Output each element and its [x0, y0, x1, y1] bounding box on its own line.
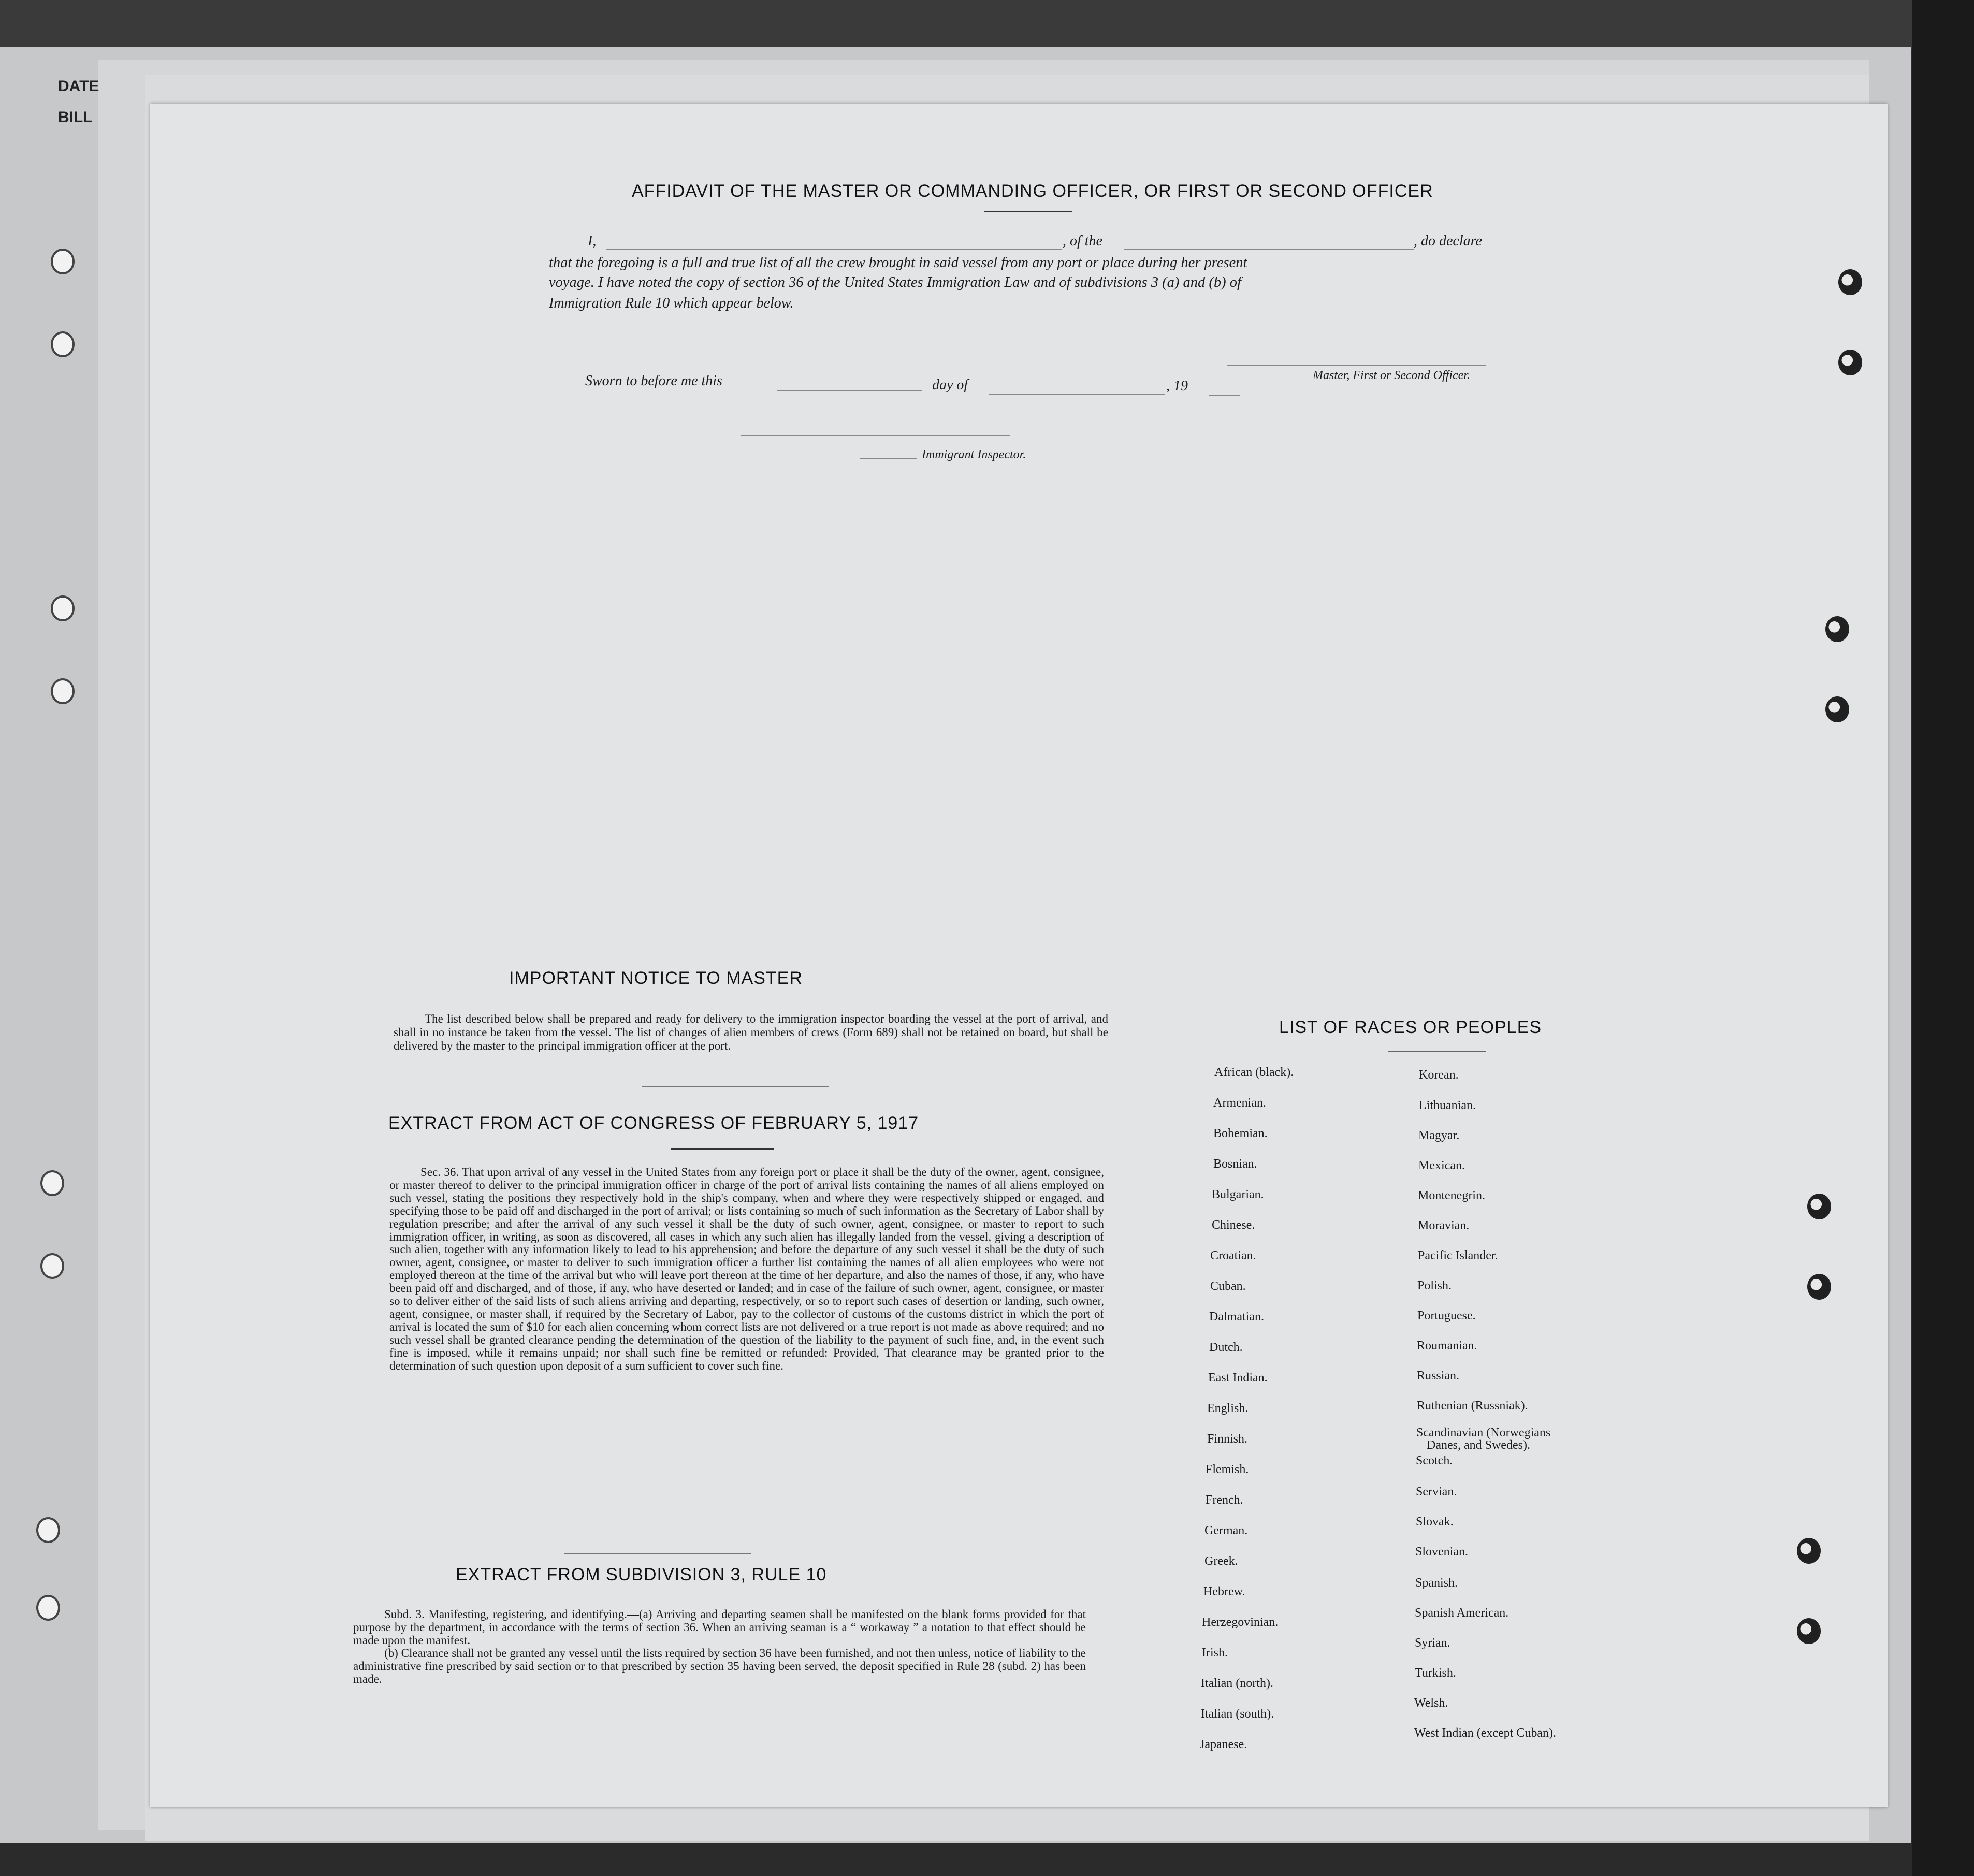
race-item: Japanese. — [1200, 1738, 1247, 1751]
punch-hole — [51, 595, 75, 621]
vessel-fill-line — [1124, 249, 1414, 250]
punch-hole — [40, 1253, 64, 1279]
master-caption: Master, First or Second Officer. — [1313, 369, 1470, 382]
race-item: Flemish. — [1206, 1463, 1249, 1476]
notice-title: IMPORTANT NOTICE TO MASTER — [509, 968, 803, 988]
inspector-caption: Immigrant Inspector. — [922, 448, 1026, 461]
affidavit-of-the: , of the — [1063, 233, 1102, 249]
section-rule — [1388, 1051, 1486, 1052]
race-item: Korean. — [1419, 1068, 1459, 1082]
race-item: Russian. — [1417, 1369, 1460, 1383]
sworn-day-fill — [777, 390, 922, 391]
race-item: Dalmatian. — [1209, 1310, 1264, 1324]
affidavit-line-2: that the foregoing is a full and true list of all the crew brought in said vessel from any port or place during her present — [549, 255, 1247, 271]
race-item: Spanish American. — [1415, 1606, 1509, 1620]
race-item: Scandinavian (Norwegians — [1416, 1426, 1551, 1439]
race-item: African (black). — [1214, 1066, 1294, 1079]
notice-body: The list described below shall be prepared and ready for delivery to the immigration inspector boarding the vessel at the port of arrival, and shall in no instance be taken from the vessel. The list of changes of alien members of crews (Form 689) shall not be retained on board, but shall be delivered by the master to the principal immigration officer at the port. — [394, 1012, 1108, 1052]
inspector-signature-line — [741, 435, 1010, 436]
punch-hole — [1807, 1194, 1831, 1219]
affidavit-line-4: Immigration Rule 10 which appear below. — [549, 295, 794, 311]
affidavit-line-3: voyage. I have noted the copy of section 36 of the United States Immigration Law and of subdivisions 3 (a) and (b) of — [549, 274, 1241, 290]
inspector-short-line — [860, 458, 917, 459]
race-item: Spanish. — [1415, 1576, 1458, 1590]
margin-label-bill: BILL — [58, 109, 93, 126]
race-item: Welsh. — [1414, 1696, 1448, 1710]
race-item: English. — [1207, 1402, 1249, 1415]
race-item: Ruthenian (Russniak). — [1417, 1399, 1528, 1413]
race-item: Dutch. — [1209, 1341, 1243, 1354]
race-item: Italian (south). — [1201, 1707, 1274, 1721]
extract-act-title: EXTRACT FROM ACT OF CONGRESS OF FEBRUARY 5, 1917 — [388, 1113, 919, 1133]
scan-top-edge — [0, 0, 1916, 49]
race-item: Magyar. — [1418, 1129, 1460, 1142]
sworn-year-fill — [1209, 395, 1240, 396]
race-item: Slovak. — [1416, 1515, 1454, 1529]
race-item: Mexican. — [1418, 1159, 1465, 1172]
race-item: Portuguese. — [1417, 1309, 1476, 1322]
punch-hole — [1825, 616, 1849, 642]
punch-hole — [1797, 1618, 1821, 1644]
race-item: Syrian. — [1415, 1636, 1450, 1650]
scan-right-edge — [1912, 0, 1974, 1876]
race-item: Roumanian. — [1417, 1339, 1477, 1353]
punch-hole — [40, 1170, 64, 1196]
race-item: Danes, and Swedes). — [1427, 1438, 1530, 1452]
name-fill-line — [606, 249, 1062, 250]
punch-hole — [51, 331, 75, 357]
title-rule — [984, 211, 1072, 212]
race-item: Lithuanian. — [1419, 1099, 1476, 1112]
section-rule — [564, 1553, 751, 1554]
punch-hole — [1838, 350, 1862, 375]
race-item: Finnish. — [1207, 1432, 1248, 1446]
race-item: Bulgarian. — [1212, 1188, 1264, 1201]
extract-rule-body — [353, 1608, 1086, 1685]
section-rule — [671, 1148, 774, 1150]
race-item: Slovenian. — [1415, 1545, 1468, 1559]
race-item: Montenegrin. — [1418, 1189, 1485, 1202]
punch-hole — [51, 249, 75, 274]
margin-label-date: DATE — [58, 78, 99, 95]
master-signature-line — [1227, 365, 1486, 366]
race-item: Servian. — [1416, 1485, 1457, 1499]
punch-hole — [36, 1595, 60, 1621]
affidavit-do-declare: , do declare — [1414, 233, 1482, 249]
extract-rule-para-b: (b) Clearance shall not be granted any vessel until the lists required by section 36 have been furnished, and not then unless, notice of liability to the administrative fine prescribed by said section or to that prescribed by section 35 having been served, the deposit specified in Rule 28 (subd. 2) has been made. — [353, 1647, 1086, 1685]
race-item: Hebrew. — [1203, 1585, 1245, 1598]
race-item: East Indian. — [1208, 1371, 1268, 1385]
race-item: Pacific Islander. — [1418, 1249, 1498, 1262]
race-item: French. — [1206, 1493, 1243, 1507]
race-item: Bosnian. — [1213, 1157, 1257, 1171]
race-item: German. — [1204, 1524, 1248, 1537]
sworn-text: Sworn to before me this — [585, 373, 722, 389]
race-item: Scotch. — [1416, 1454, 1453, 1467]
manifest-back-page — [150, 104, 1888, 1807]
sworn-year: , 19 — [1166, 378, 1188, 394]
extract-act-body: Sec. 36. That upon arrival of any vessel in the United States from any foreign port or place it shall be the duty of the owner, agent, consignee, or master thereof to deliver to the principal immigration officer in charge of the port of arrival lists containing the names of all aliens employed on such vessel, stating the positions they respectively hold in the ship's company, when and where they were respectively shipped or engaged, and specifying those to be paid off and discharged in the port of arrival; or lists containing so much of such information as the Secretary of Labor shall by regulation prescribe; and after the arrival of any such vessel it shall be the duty of such owner, agent, consignee, or master to report to such immigration officer, in writing, as soon as discovered, all cases in which any such alien has illegally landed from the vessel, giving a description of such alien, together with any information likely to lead to his apprehension; and before the departure of any such vessel it shall be the duty of such owner, agent, consignee, or master to deliver to such immigration officer a further list containing the names of all alien employees who were not employed thereon at the time of the arrival but who will leave port thereon at the time of her departure, and also the names of those, if any, who have been paid off and discharged, and of those, if any, who have deserted or landed; and in case of the failure of such owner, agent, consignee, or master so to deliver either of the said lists of such aliens arriving and departing, respectively, or so to report such cases of desertion or landing, such owner, agent, consignee, or master shall, if required by the Secretary of Labor, pay to the collector of customs of the customs district in which the port of arrival is located the sum of $10 for each alien concerning whom correct lists are not delivered or a true report is not made as above required; and no such vessel shall be granted clearance pending the determination of the question of the liability to the payment of such fine, and, in the event such fine is imposed, while it remains unpaid; nor shall such fine be remitted or refunded: Provided, That clearance may be granted prior to the determination of such question upon deposit of a sum sufficient to cover such fine. — [389, 1166, 1104, 1372]
affidavit-title: AFFIDAVIT OF THE MASTER OR COMMANDING OFFICER, OR FIRST OR SECOND OFFICER — [632, 181, 1433, 201]
punch-hole — [1825, 696, 1849, 722]
punch-hole — [1807, 1274, 1831, 1300]
race-item: Armenian. — [1213, 1096, 1266, 1110]
race-item: Bohemian. — [1213, 1127, 1268, 1140]
race-item: Greek. — [1204, 1554, 1238, 1568]
race-item: Moravian. — [1418, 1219, 1470, 1232]
race-item: Herzegovinian. — [1202, 1616, 1279, 1629]
race-item: Polish. — [1417, 1279, 1452, 1292]
punch-hole — [36, 1517, 60, 1543]
race-item: Chinese. — [1212, 1218, 1255, 1232]
races-title: LIST OF RACES OR PEOPLES — [1279, 1017, 1542, 1037]
race-item: Cuban. — [1210, 1279, 1246, 1293]
affidavit-i: I, — [588, 233, 597, 249]
section-rule — [642, 1086, 829, 1087]
punch-hole — [1797, 1538, 1821, 1564]
punch-hole — [51, 678, 75, 704]
race-item: Italian (north). — [1201, 1677, 1273, 1690]
race-item: Turkish. — [1415, 1666, 1456, 1680]
race-item: West Indian (except Cuban). — [1414, 1726, 1556, 1740]
punch-hole — [1838, 269, 1862, 295]
extract-rule-para-a: Subd. 3. Manifesting, registering, and identifying.—(a) Arriving and departing seamen shall be manifested on the blank forms provided for that purpose by the department, in accordance with the terms of section 36. When an arriving seaman is a “ workaway ” a notation to that effect should be made upon the manifest. — [353, 1608, 1086, 1647]
sworn-day-of: day of — [932, 377, 968, 393]
race-item: Irish. — [1202, 1646, 1228, 1660]
extract-rule-title: EXTRACT FROM SUBDIVISION 3, RULE 10 — [456, 1565, 827, 1584]
race-item: Croatian. — [1210, 1249, 1256, 1262]
sworn-month-fill — [989, 394, 1165, 395]
